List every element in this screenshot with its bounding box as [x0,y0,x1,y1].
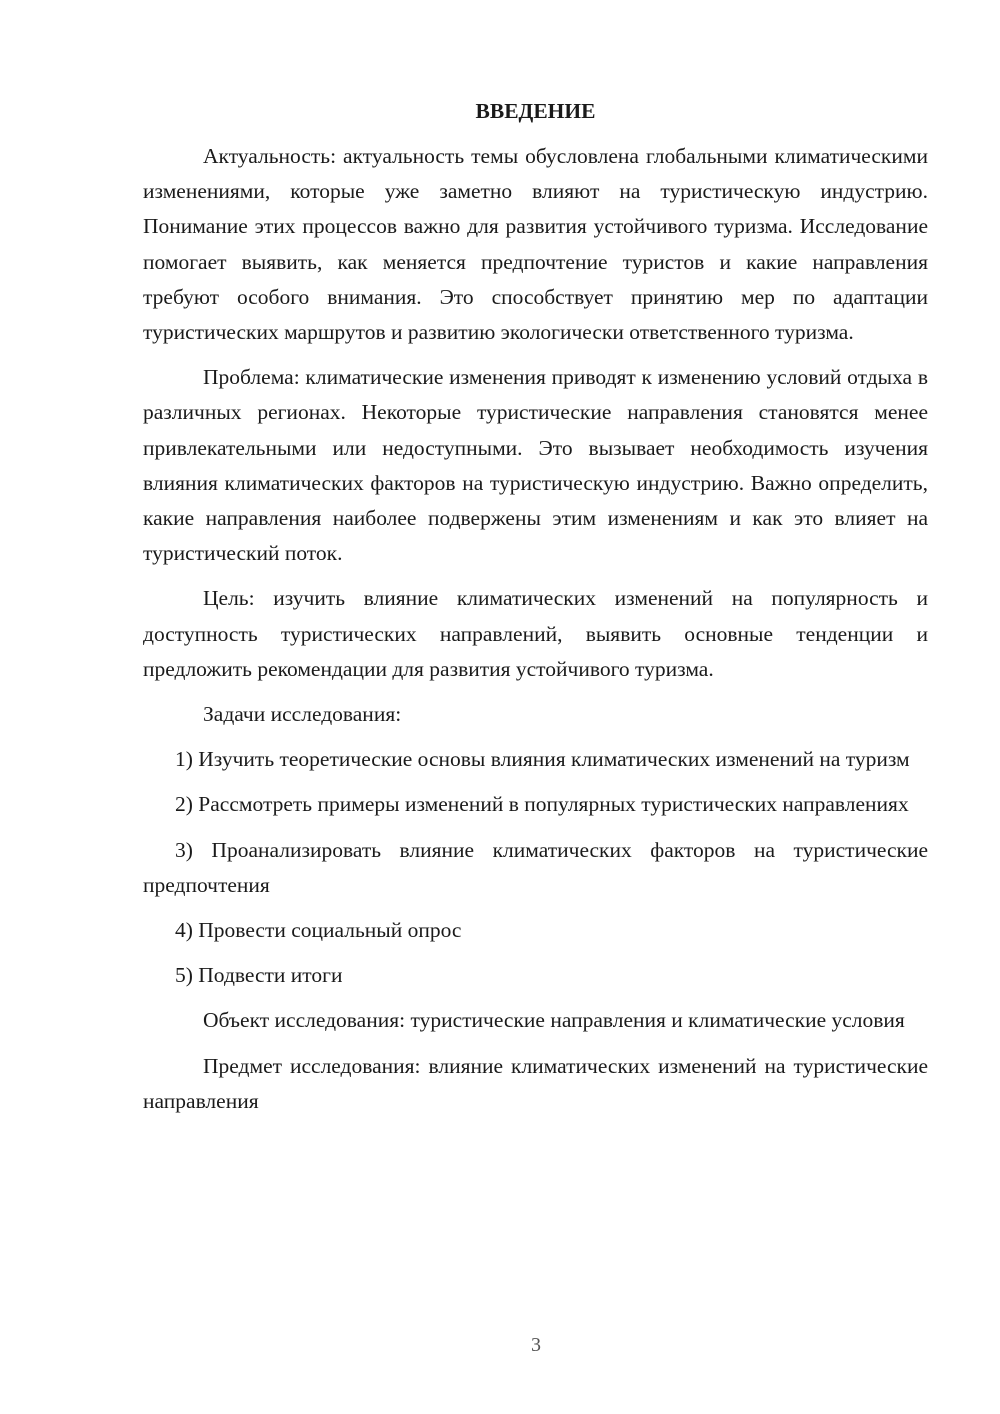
page-number: 3 [531,1334,541,1356]
paragraph-tasks-heading: Задачи исследования: [203,702,402,727]
page-content [143,94,928,1129]
page-title: ВВЕДЕНИЕ [475,99,596,123]
task-item-1: 1) Изучить теоретические основы влияния климатических изменений на туризм [175,747,910,772]
task-item-5: 5) Подвести итоги [175,963,343,988]
paragraph-goal: Цель: изучить влияние климатических изменений на популярность и доступность туристических направлений, выявить основные тенденции и предложить рекомендации для развития устойчивого туризма. [143,586,928,681]
paragraph-object: Объект исследования: туристические направления и климатические условия [203,1008,905,1033]
paragraph-subject: Предмет исследования: влияние климатических изменений на туристические направления [143,1053,928,1113]
task-item-3: 3) Проанализировать влияние климатических факторов на туристические предпочтения [143,837,928,897]
task-item-2: 2) Рассмотреть примеры изменений в популярных туристических направлениях [175,792,909,817]
paragraph-relevance: Актуальность: актуальность темы обусловлена глобальными климатическими изменениями, которые уже заметно влияют на туристическую индустрию. Понимание этих процессов важно для развития устойчивого туризма. Исследование помогает выявить, как меняется предпочтение туристов и какие направления требуют особого внимания. Это способствует принятию мер по адаптации туристических маршрутов и развитию экологически ответственного туризма. [143,144,928,345]
paragraph-problem: Проблема: климатические изменения приводят к изменению условий отдыха в различных регионах. Некоторые туристические направления становятся менее привлекательными или недоступными. Это вызывает необходимость изучения влияния климатических факторов на туристическую индустрию. Важно определить, какие направления наиболее подвержены этим изменениям и как это влияет на туристический поток. [143,365,928,566]
task-item-4: 4) Провести социальный опрос [175,918,462,943]
